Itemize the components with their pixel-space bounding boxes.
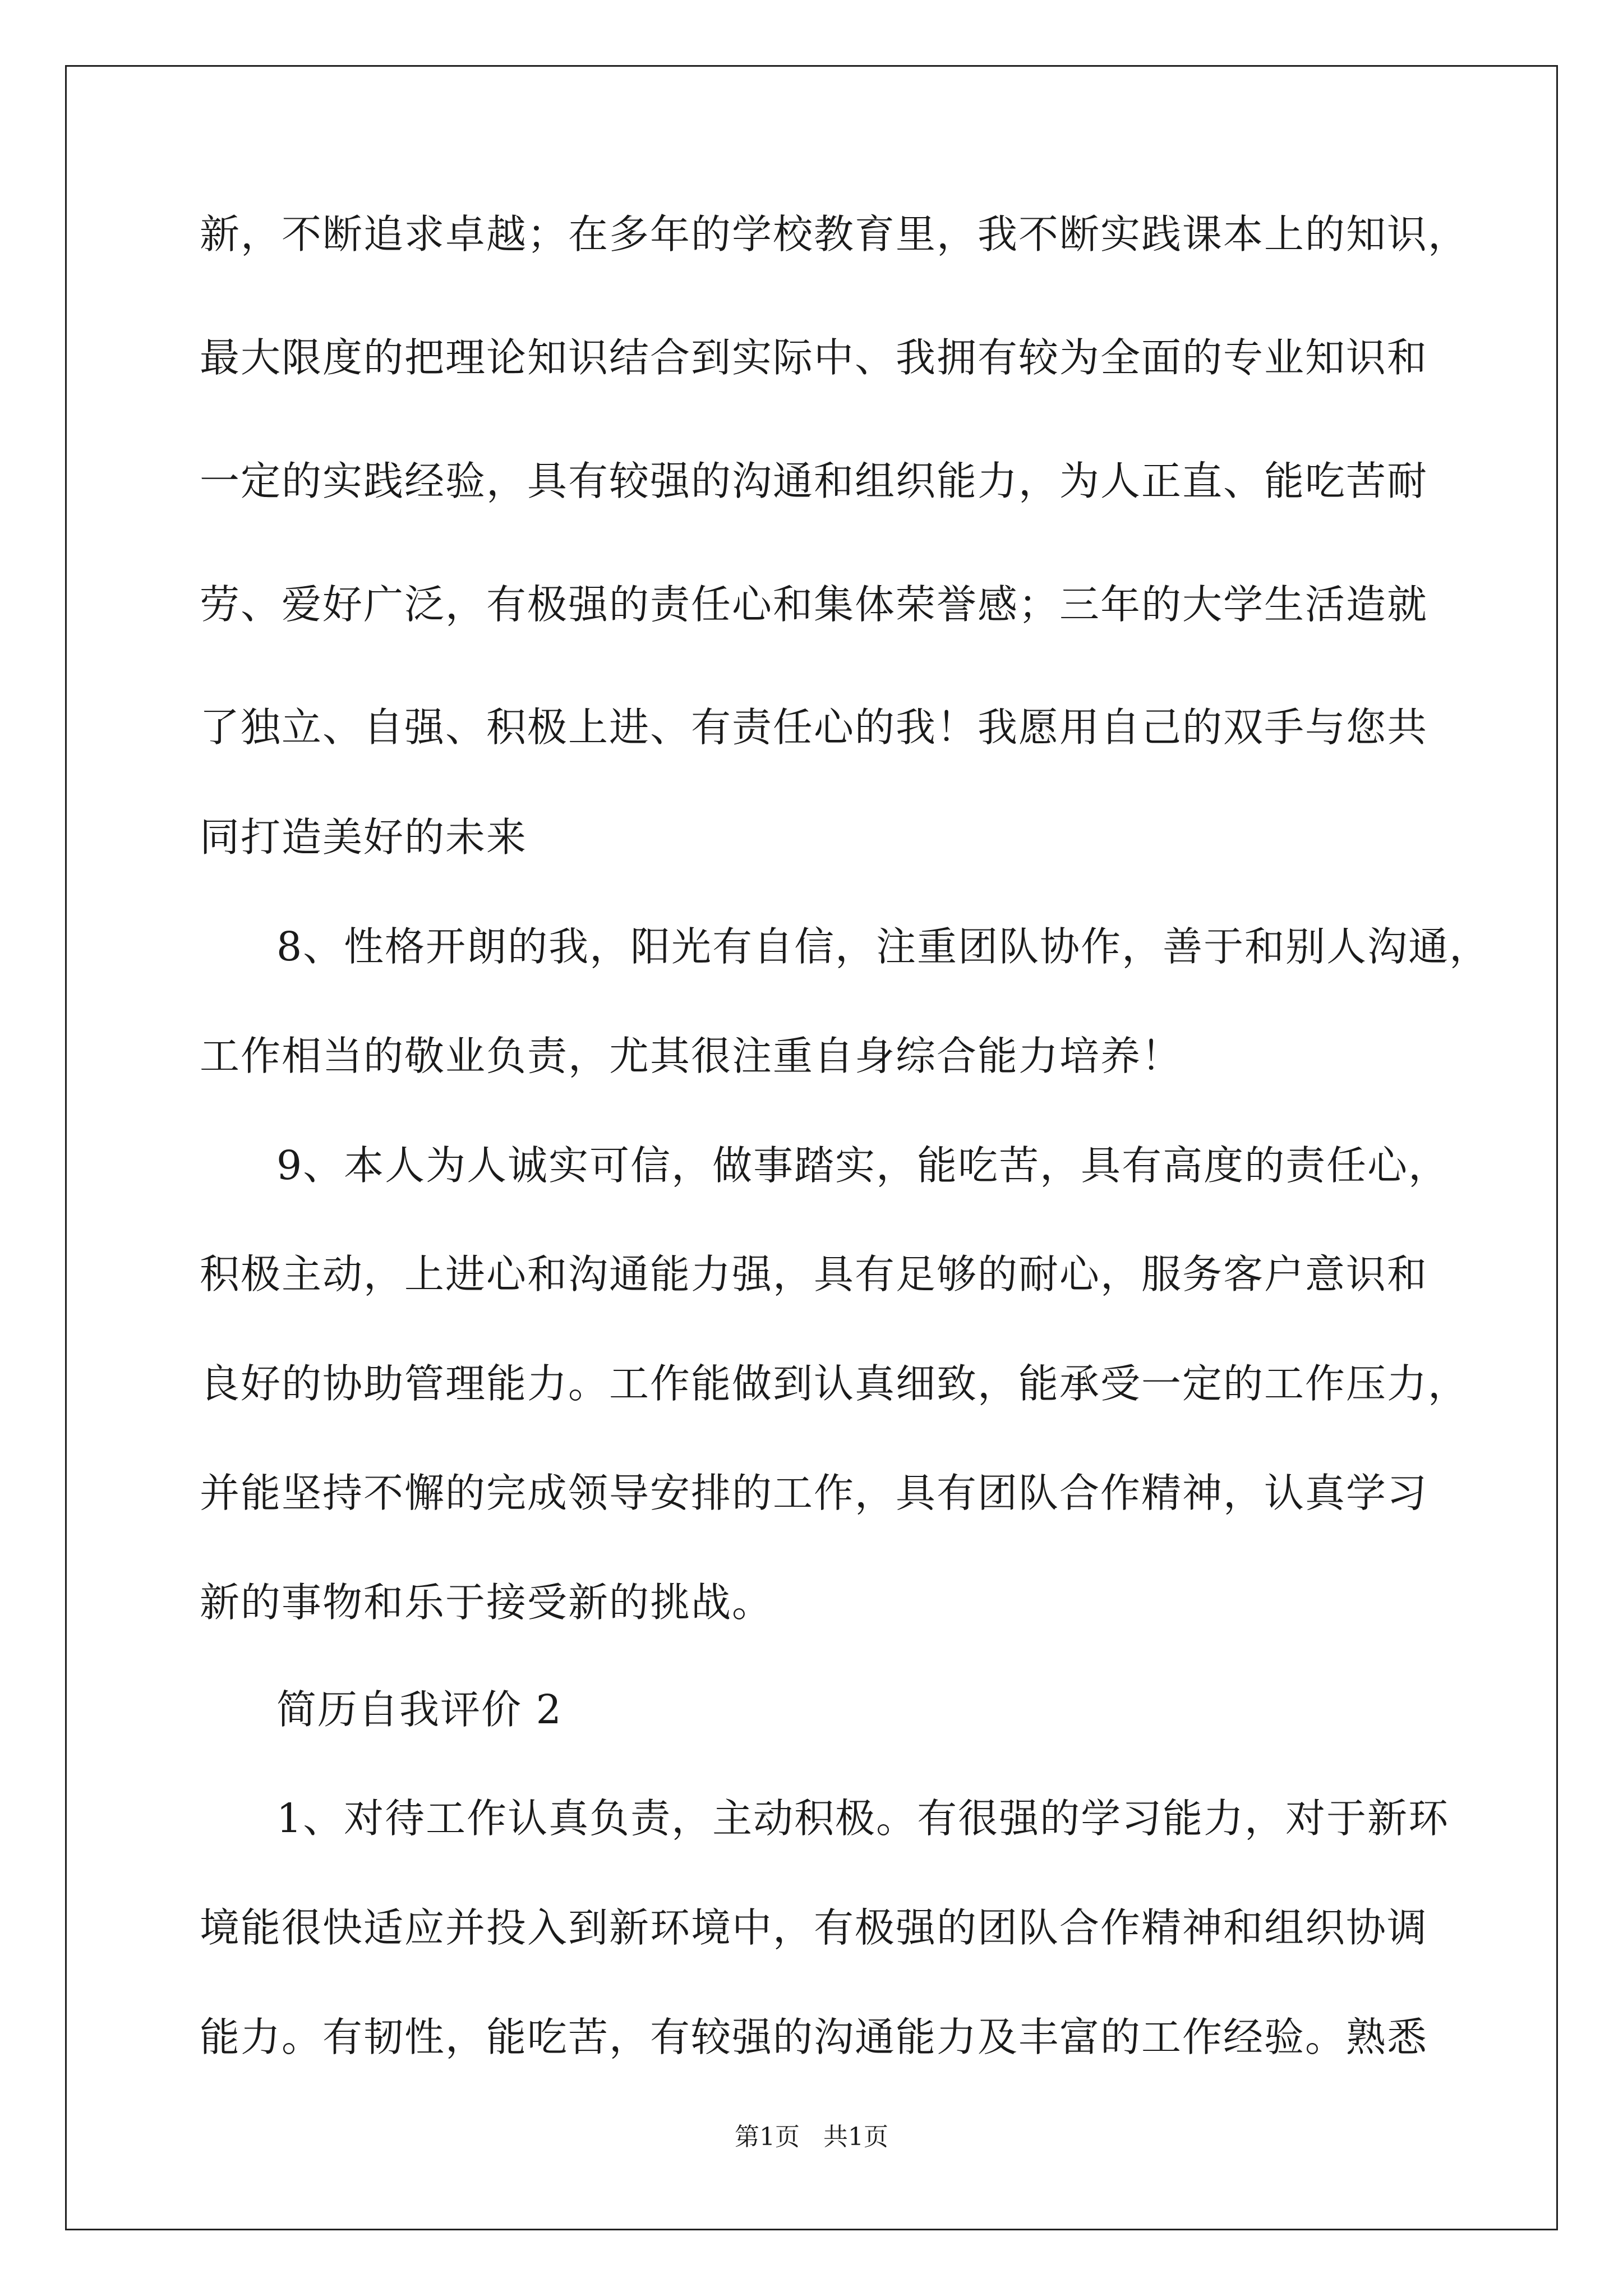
text-line: 新的事物和乐于接受新的挑战。 xyxy=(200,1579,773,1626)
text-line: 最大限度的把理论知识结合到实际中、我拥有较为全面的专业知识和 xyxy=(200,334,1428,381)
text-line: 新，不断追求卓越；在多年的学校教育里，我不断实践课本上的知识， xyxy=(200,211,1469,257)
text-line: 1、对待工作认真负责，主动积极。有很强的学习能力，对于新环 xyxy=(276,1795,1450,1842)
text-line: 劳、爱好广泛，有极强的责任心和集体荣誉感；三年的大学生活造就 xyxy=(200,581,1428,628)
text-line: 积极主动，上进心和沟通能力强，具有足够的耐心，服务客户意识和 xyxy=(200,1251,1428,1297)
text-line: 一定的实践经验，具有较强的沟通和组织能力，为人正直、能吃苦耐 xyxy=(200,458,1428,504)
section-heading: 简历自我评价 2 xyxy=(276,1686,562,1733)
page-footer: 第1页 共1页 xyxy=(735,2123,888,2151)
text-line: 工作相当的敬业负责，尤其很注重自身综合能力培养！ xyxy=(200,1033,1183,1079)
text-line: 良好的协助管理能力。工作能做到认真细致，能承受一定的工作压力， xyxy=(200,1360,1469,1407)
text-line: 同打造美好的未来 xyxy=(200,814,528,861)
text-line: 8、性格开朗的我，阳光有自信，注重团队协作，善于和别人沟通， xyxy=(276,923,1491,970)
text-line: 能力。有韧性，能吃苦，有较强的沟通能力及丰富的工作经验。熟悉 xyxy=(200,2014,1428,2060)
text-line: 境能很快适应并投入到新环境中，有极强的团队合作精神和组织协调 xyxy=(200,1904,1428,1951)
text-line: 了独立、自强、积极上进、有责任心的我！我愿用自己的双手与您共 xyxy=(200,704,1428,751)
text-line: 并能坚持不懈的完成领导安排的工作，具有团队合作精神，认真学习 xyxy=(200,1470,1428,1516)
text-line: 9、本人为人诚实可信，做事踏实，能吃苦，具有高度的责任心， xyxy=(276,1142,1450,1189)
